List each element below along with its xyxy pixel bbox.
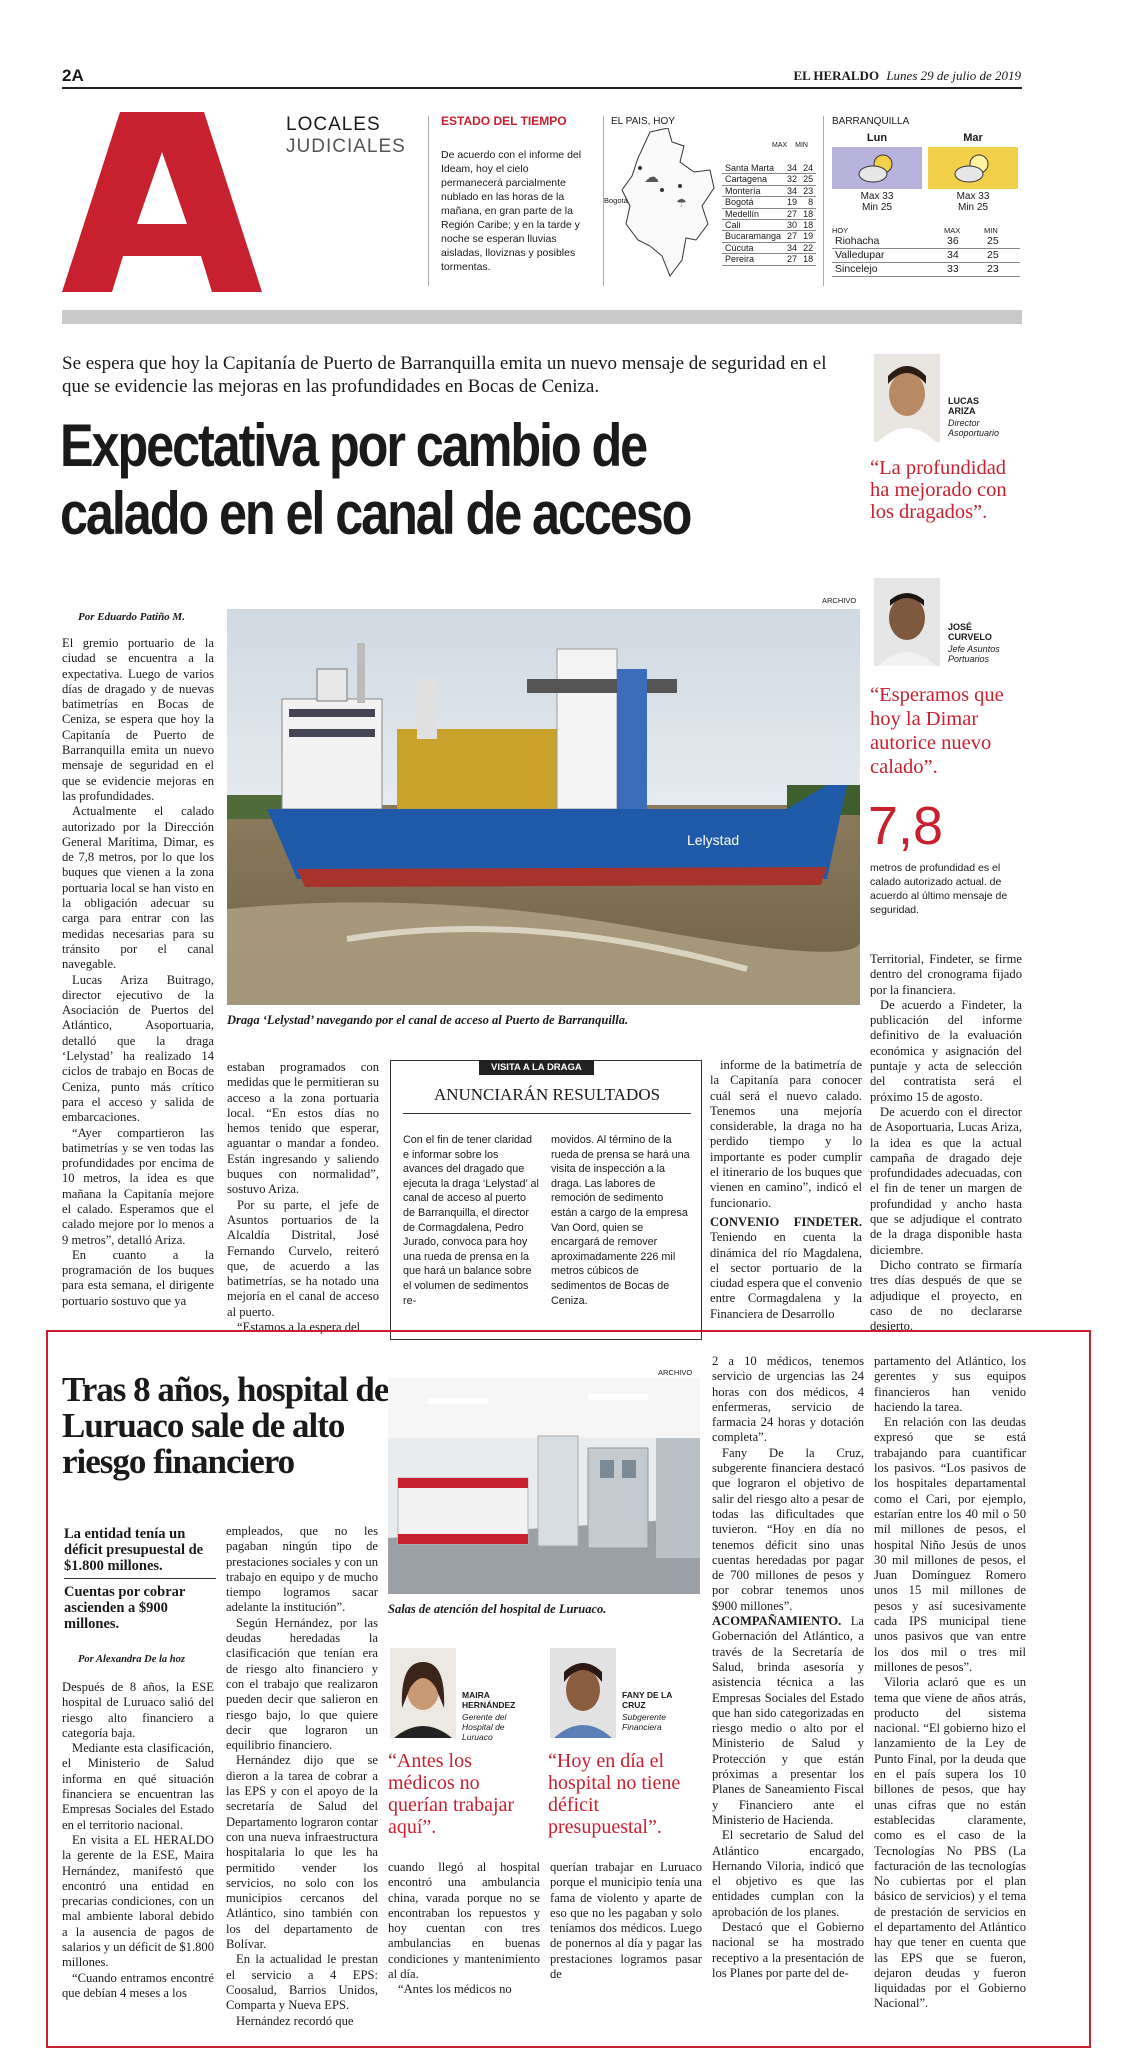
- article2-column-4: [550, 1860, 702, 2042]
- city-min: 23: [800, 185, 816, 196]
- city-row: [722, 220, 816, 231]
- subhead-convenio: CONVENIO FINDETER.: [710, 1214, 862, 1229]
- paragraph: Actualmente el calado autorizado por la Dirección General Marítima, Dimar, es de 7,8 metros, por lo que los buques que vienen a la zona portuaria local se han visto en la obligación adecuar su carga para entrar con las medidas necesarias para su tránsito por el canal navegable.: [62, 804, 214, 972]
- paragraph: Según Hernández, por las deudas heredadas la clasificación que tenían era de riesgo alto financiero y con el trabajo que realizaron pueden decir que salieron en riesgo bajo, lo que quiere decir que lograron un equilibrio financiero.: [226, 1615, 378, 1753]
- city-min: 19: [800, 231, 816, 242]
- paragraph: estaban programados con medidas que le permitieran su acceso a la zona portuaria local. “En estos días no hemos tenido que esperar, aguantar o mandar a fondeo. Están ingresando y saliendo buques con normalidad”, sostuvo Ariza.: [227, 1060, 379, 1197]
- source-role-line: Financiera: [622, 1722, 662, 1732]
- col-min: MIN: [795, 142, 808, 149]
- map-cloud-icon: ☁: [644, 170, 659, 186]
- day-max: Max 33: [860, 191, 894, 202]
- map-label-bogota: Bogotá: [604, 196, 628, 205]
- regional-row: [832, 235, 1020, 249]
- paragraph: Hernández dijo que se dieron a la tarea de cobrar a las EPS y con el apoyo de la secretaría de Salud del Departamento lograron contar con una nueva infraestructura hospitalaria lo que les ha permitido vender los servicios, no solo con los municipios cercanos del Atlántico, sino también con los del departamento de Bolívar.: [226, 1753, 378, 1952]
- city-row: [722, 254, 816, 265]
- paragraph: De acuerdo con el director de Asoportuaria, Lucas Ariza, la idea es que la actual campaña de dragado deje profundidades adecuadas, con el fin de tener un margen de profundidad y ancho hasta que se adjudique el contrato de la draga disponible hasta diciembre.: [870, 1104, 1022, 1257]
- city-max: 34: [784, 242, 800, 253]
- ship-name: Lelystad: [687, 832, 740, 848]
- map-rain-icon: ☂: [676, 196, 687, 210]
- paragraph: Por su parte, el jefe de Asuntos portuarios de la Alcaldía Distrital, José Fernando Curvelo, reiteró que, de acuerdo a las batimetrías, se ha notado una mejoría en el canal de acceso al puerto.: [227, 1197, 379, 1319]
- paragraph: El secretario de Salud del Atlántico encargado, Hernando Viloria, indicó que el objetivo es que las entidades cumplan con la aprobación de los planes.: [712, 1828, 864, 1919]
- weather-title: ESTADO DEL TIEMPO: [441, 114, 567, 128]
- paragraph: De acuerdo a Findeter, la publicación del informe definitivo de la evaluación económica y asignación del puntaje y acta de selección del contratista será el próximo 15 de agosto.: [870, 997, 1022, 1104]
- article2-column-6: [874, 1354, 1026, 2042]
- paragraph: “Antes los médicos no: [398, 1982, 512, 1997]
- col-max-2: MAX: [944, 226, 961, 235]
- city-name: Cartagena: [722, 174, 784, 185]
- info-box: [390, 1060, 702, 1340]
- city-max: 30: [784, 220, 800, 231]
- header-rule: [62, 87, 1022, 89]
- source-a2-2-role: [622, 1712, 666, 1732]
- city-min: 18: [800, 220, 816, 231]
- paragraph: “Cuando entramos encontré que debían 4 meses a los: [62, 1970, 214, 2000]
- subhead-acompanamiento: ACOMPAÑAMIENTO.: [712, 1614, 851, 1629]
- city-min: 24: [800, 163, 816, 174]
- source-role-line: Gerente del: [462, 1712, 507, 1722]
- article2-bullet-1: La entidad tenía un déficit presupuestal de $1.800 millones.: [64, 1526, 204, 1574]
- region-name: Riohacha: [832, 235, 944, 249]
- info-box-col1: Con el fin de tener claridad e informar sobre los avances del dragado que ejecuta la draga ‘Lelystad’ al canal de acceso al puerto de Barranquilla, el director de Cormagdalena, Pedro Jurado, convoca para hoy una rueda de prensa en la que hará un balance sobre el volumen de sedimentos re-: [403, 1134, 539, 1307]
- paragraph: Destacó que el Gobierno nacional se ha mostrado receptivo a la presentación de los Planes por parte del de-: [712, 1919, 864, 1980]
- source-name-line: MAIRA: [462, 1690, 490, 1700]
- source-1-name-line: ARIZA: [948, 406, 976, 416]
- partly-cloudy-icon: [951, 152, 995, 184]
- grey-band: [62, 310, 1022, 324]
- folio: [793, 68, 1021, 84]
- forecast-days: [832, 132, 1020, 213]
- paragraph: partamento del Atlántico, los gerentes y sus equipos financieros han venido haciendo la tarea.: [874, 1354, 1026, 1414]
- source-role-line: Luruaco: [462, 1732, 493, 1742]
- forecast-tile-tue: [928, 147, 1018, 189]
- weather-divider-2: [823, 116, 824, 286]
- section-logo-a: [62, 112, 262, 292]
- paragraph: En relación con las deudas expresó que se está trabajando para cuantificar los pasivos. “Los pasivos de los hospitales departamental como el Cari, por ejemplo, estarían entre los 40 mil o 50 mil millones de pesos, el hospital Niño Jesús de unos 30 mil millones de pesos, el Juan Domínguez Romero unos 15 mil millones de pesos y así sucesivamente cada IPS municipal tiene unos pasivos que van entre los dos mil o tres mil millones de pesos”.: [874, 1415, 1026, 1674]
- paragraph: El gremio portuario de la ciudad se encuentra a la expectativa. Luego de varios días de dragado y de nuevas batimetrías en Bocas de Ceniza, se espera que hoy la Capitanía de Puerto de Barranquilla emita un nuevo mensaje de seguridad en el que se evidencie mejoras en las profundidades.: [62, 636, 214, 803]
- map-title: EL PAIS, HOY: [611, 116, 675, 127]
- source-name-line: CRUZ: [622, 1700, 646, 1710]
- vertical-divider: [428, 116, 429, 286]
- source-photo-jose-curvelo: [874, 578, 940, 666]
- source-2-role-line: Portuarios: [948, 654, 990, 664]
- section-label-judiciales: JUDICIALES: [286, 136, 406, 157]
- headline-line-2: calado en el canal de acceso: [60, 480, 691, 547]
- paragraph: empleados, que no les pagaban ningún tipo de prestaciones sociales y con un trabajo en equipo y de mucho tiempo logramos sacar adelante la institución”.: [226, 1524, 378, 1615]
- city-max: 27: [784, 231, 800, 242]
- city-max: 34: [784, 185, 800, 196]
- source-1-role-line: Director: [948, 418, 980, 428]
- source-a2-1-name: [462, 1690, 515, 1710]
- article1-column-4: [710, 1058, 862, 1344]
- city-row: [722, 231, 816, 242]
- article2-headline: Tras 8 años, hospital de Luruaco sale de alto riesgo financiero: [62, 1370, 389, 1481]
- source-photo-lucas-ariza: [874, 354, 940, 442]
- article1-byline: Por Eduardo Patiño M.: [78, 611, 185, 623]
- day-max: Max 33: [956, 191, 990, 202]
- forecast-day-tue: [928, 132, 1018, 213]
- quote-2: “Esperamos que hoy la Dimar autorice nuevo calado”.: [870, 684, 1004, 778]
- weather-body: De acuerdo con el informe del Ideam, hoy el cielo permanecerá parcialmente nublado en las horas de la mañana, en gran parte de la Región Caribe; y en la tarde y noche se esperan lluvias aisladas, lloviznas y posibles tormentas.: [441, 149, 582, 273]
- city-row: [722, 242, 816, 253]
- region-min: 23: [984, 263, 1020, 277]
- city-name: Cúcuta: [722, 242, 784, 253]
- city-max: 34: [784, 163, 800, 174]
- paragraph: Lucas Ariza Buitrago, director ejecutivo de la Asociación de Puertos del Atlántico, Asoportuaria, detalló que la draga ‘Lelystad’ ha realizado 14 ciclos de trabajo en Bocas de Ceniza, punto más crítico para el acceso y salida de embarcaciones.: [62, 972, 214, 1125]
- dredger-illustration: [227, 609, 860, 1005]
- day-min: Min 25: [957, 202, 988, 213]
- article2-photo-credit: ARCHIVO: [658, 1368, 693, 1377]
- forecast-day-mon: [832, 132, 922, 213]
- paragraph: Territorial, Findeter, se firme dentro del cronograma fijado por la financiera.: [870, 952, 1022, 997]
- city-min: 25: [800, 174, 816, 185]
- paragraph: Mediante esta clasificación, el Ministerio de Salud informa en qué situación financiera se encuentran las Empresas Sociales del Estado en el territorio nacional.: [62, 1741, 214, 1832]
- city-max: 32: [784, 174, 800, 185]
- source-2-role-line: Jefe Asuntos: [948, 644, 1000, 654]
- city-max: 27: [784, 208, 800, 219]
- city-min: 18: [800, 208, 816, 219]
- article1-headline: [60, 412, 732, 548]
- quote-1: “La profundidad ha mejorado con los dragados”.: [870, 457, 1007, 523]
- article1-side-column: [870, 952, 1022, 1344]
- city-temps-table: [722, 142, 812, 266]
- source-1-role: [948, 418, 999, 438]
- city-name: Medellín: [722, 208, 784, 219]
- paragraph: “Estamos a la espera del: [237, 1320, 361, 1335]
- city-row: [722, 163, 816, 174]
- city-max: 19: [784, 197, 800, 208]
- newspaper-name: EL HERALDO: [793, 68, 880, 83]
- city-table: [722, 163, 816, 266]
- section-label-locales: LOCALES: [286, 114, 381, 135]
- col-min-2: MIN: [984, 226, 998, 235]
- regional-row: [832, 249, 1020, 263]
- paragraph: 2 a 10 médicos, tenemos servicio de urgencias las 24 horas con dos médicos, 4 enfermeras, servicio de farmacia 24 horas y dotación completa”.: [712, 1354, 864, 1445]
- hospital-photo: [388, 1378, 700, 1594]
- info-box-kicker: VISITA A LA DRAGA: [479, 1060, 594, 1075]
- paragraph: cuando llegó al hospital encontró una ambulancia china, varada porque no se encontraban los repuestos y hoy cuentan con tres ambulancias en buenas condiciones y mantenimiento al día.: [388, 1860, 540, 1982]
- article2-column-3: [388, 1860, 540, 2042]
- city-name: Santa Marta: [722, 163, 784, 174]
- city-name: Bucaramanga: [722, 231, 784, 242]
- forecast-tile-mon: [832, 147, 922, 189]
- day-name: Lun: [866, 132, 888, 144]
- source-photo-maira-hernandez: [390, 1648, 456, 1738]
- region-max: 36: [944, 235, 984, 249]
- today-label: HOY: [832, 226, 849, 235]
- region-max: 33: [944, 263, 984, 277]
- source-2-role: [948, 644, 1000, 664]
- dredger-photo: [227, 609, 860, 1005]
- paragraph: En la actualidad le prestan el servicio a 4 EPS: Coosalud, Barrios Unidos, Comparta y Nueva EPS.: [226, 1952, 378, 2013]
- hospital-photo-caption: Salas de atención del hospital de Luruaco.: [388, 1602, 607, 1616]
- day-name: Mar: [963, 132, 983, 144]
- regional-table: [832, 235, 1020, 277]
- region-max: 34: [944, 249, 984, 263]
- city-row: [722, 197, 816, 208]
- source-photo-fany-de-la-cruz: [550, 1648, 616, 1738]
- source-a2-2-name: [622, 1690, 672, 1710]
- regional-table-wrap: [832, 226, 1020, 277]
- source-1-role-line: Asoportuario: [948, 428, 1000, 438]
- paragraph: Fany De la Cruz, subgerente financiera destacó que lograron el objetivo de salir del riesgo alto a pesar de todas las dificultades que tuvieron. “Hoy en día no tenemos déficit sino unas cuentas heredadas por pagar de 700 millones de pesos y por cobrar tenemos unos $900 millones”.: [712, 1445, 864, 1613]
- info-box-col2: movidos. Al término de la rueda de prensa se hará una visita de inspección a la draga. Las labores de remoción de sedimento están a cargo de la empresa Van Oord, quien se encargará de remover aproximadamente 226 mil metros cúbicos de sedimentos de Bocas de Ceniza.: [551, 1134, 690, 1307]
- headline-line-1: Expectativa por cambio de: [60, 412, 647, 479]
- paragraph: En visita a EL HERALDO la gerente de la ESE, Maira Hernández, manifestó que encontró una entidad en precarias condiciones, con un mal ambiente laboral debido a la ausencia de pagos de salarios y un déficit de $1.800 millones.: [62, 1832, 214, 1970]
- region-min: 25: [984, 235, 1020, 249]
- article2-bullet-2: Cuentas por cobrar ascienden a $900 millones.: [64, 1584, 186, 1632]
- article1-deck: Se espera que hoy la Capitanía de Puerto de Barranquilla emita un nuevo mensaje de seguridad en el que se evidencie las mejoras en las profundidades en Bocas de Ceniza.: [62, 353, 827, 397]
- paragraph: Teniendo en cuenta la dinámica del río Magdalena, el sector portuario de la ciudad espera que el convenio entre Cormagdalena y la Financiera de Desarrollo: [710, 1230, 862, 1321]
- article2-quote-2: “Hoy en día el hospital no tiene déficit presupuestal”.: [548, 1750, 681, 1838]
- stat-value: 7,8: [868, 796, 944, 856]
- city-row: [722, 208, 816, 219]
- city-name: Bogotá: [722, 197, 784, 208]
- source-role-line: Hospital de: [462, 1722, 505, 1732]
- paragraph: En cuanto a la programación de los buques para esta semana, el dirigente portuario sostuvo que ya: [62, 1247, 214, 1308]
- article2-column-5: [712, 1354, 864, 2042]
- paragraph: Hernández recordó que: [236, 2013, 354, 2028]
- source-a2-1-role: [462, 1712, 506, 1742]
- section-label: [286, 114, 406, 158]
- city-min: 22: [800, 242, 816, 253]
- source-1-name: [948, 396, 979, 416]
- city-min: 8: [800, 197, 816, 208]
- paragraph: “Ayer compartieron las batimetrías y se ven todas las profundidades por encima de 10 metros, la idea es que mañana la Capitanía mejore el calado. Esperamos que el calado mejore por lo menos a 9 metros”, detalló Ariza.: [62, 1125, 214, 1247]
- region-name: Valledupar: [832, 249, 944, 263]
- city-row: [722, 185, 816, 196]
- article2-frame: [46, 1330, 1091, 2048]
- source-2-name: [948, 622, 992, 642]
- source-2-name-line: JOSÉ: [948, 622, 973, 632]
- stat-text: metros de profundidad es el calado autorizado actual. de acuerdo al último mensaje de seguridad.: [870, 862, 1008, 916]
- day-min: Min 25: [861, 202, 892, 213]
- city-name: Cali: [722, 220, 784, 231]
- region-name: Sincelejo: [832, 263, 944, 277]
- col-max: MAX: [771, 142, 788, 149]
- city-max: 27: [784, 254, 800, 265]
- source-role-line: Subgerente: [622, 1712, 666, 1722]
- dredger-photo-caption: Draga ‘Lelystad’ navegando por el canal de acceso al Puerto de Barranquilla.: [227, 1013, 629, 1027]
- regional-row: [832, 263, 1020, 277]
- city-name: Pereira: [722, 254, 784, 265]
- article1-column-1: [62, 636, 214, 1344]
- issue-date: Lunes 29 de julio de 2019: [886, 68, 1021, 83]
- info-box-title: ANUNCIARÁN RESULTADOS: [433, 1085, 661, 1104]
- page-number: 2A: [62, 66, 84, 85]
- paragraph-text: La Gobernación del Atlántico, a través de la Secretaría de Salud, brinda asesoría y asistencia técnica a las Empresas Sociales del Estado que han sido categorizadas en riesgo medio o alto por el Ministerio de Salud y Protección y que están próximas a presentar los Planes de Saneamiento Fiscal y Financiero ante el Ministerio de Hacienda.: [712, 1614, 864, 1827]
- paragraph: Viloria aclaró que es un tema que viene de años atrás, producto del sistema nacional. “El gobierno hizo el lanzamiento de la Ley de Punto Final, por la deuda que en el país supera los 10 billones de pesos, que hay unas cifras que no están establecidas claramente, como es el caso de la Tecnologías No PBS (La facturación de las tecnologías No cubiertas por el plan básico de servicios) y el tema de prestación de servicios en el departamento del Atlántico hay que tener en cuenta que las EPS que se fueron, dejaron deudas y fueron liquidadas por el Gobierno Nacional”.: [874, 1675, 1026, 2011]
- article2-column-1: [62, 1680, 214, 2042]
- article2-column-2: [226, 1524, 378, 2042]
- article2-quote-1: “Antes los médicos no querían trabajar aquí”.: [388, 1750, 515, 1838]
- paragraph: informe de la batimetría de la Capitanía para conocer cuál será el nuevo calado. Tenemos una mejoría considerable, la draga no ha perdido tiempo y lo importante es poder cumplir el itinerario de los buques que vienen en camino”, indicó el funcionario.: [710, 1058, 862, 1210]
- region-min: 25: [984, 249, 1020, 263]
- city-min: 18: [800, 254, 816, 265]
- source-name-line: FANY DE LA: [622, 1690, 673, 1700]
- paragraph: Dicho contrato se firmaría tres días después de que se adjudique el proyecto, en caso de no declararse desierto.: [870, 1257, 1022, 1334]
- paragraph: Después de 8 años, la ESE hospital de Luruaco salió del riesgo alto financiero a categoría baja.: [62, 1680, 214, 1740]
- paragraph: querían trabajar en Luruaco porque el municipio tenía una fama de violento y aparte de eso que no les pagaban y solo teníamos dos médicos. Luego de ponernos al día y pagar las prestaciones logramos pasar de: [550, 1860, 702, 1982]
- article2-byline: Por Alexandra De la hoz: [78, 1654, 185, 1665]
- baq-title: BARRANQUILLA: [832, 116, 910, 127]
- city-name: Montería: [722, 185, 784, 196]
- article1-column-2: [227, 1060, 379, 1342]
- subhead-paragraph: [712, 1614, 864, 1828]
- photo-credit: ARCHIVO: [822, 596, 857, 605]
- city-row: [722, 174, 816, 185]
- source-name-line: HERNÁNDEZ: [462, 1700, 516, 1710]
- source-1-name-line: LUCAS: [948, 396, 979, 406]
- partly-cloudy-icon: [855, 152, 899, 184]
- source-2-name-line: CURVELO: [948, 632, 992, 642]
